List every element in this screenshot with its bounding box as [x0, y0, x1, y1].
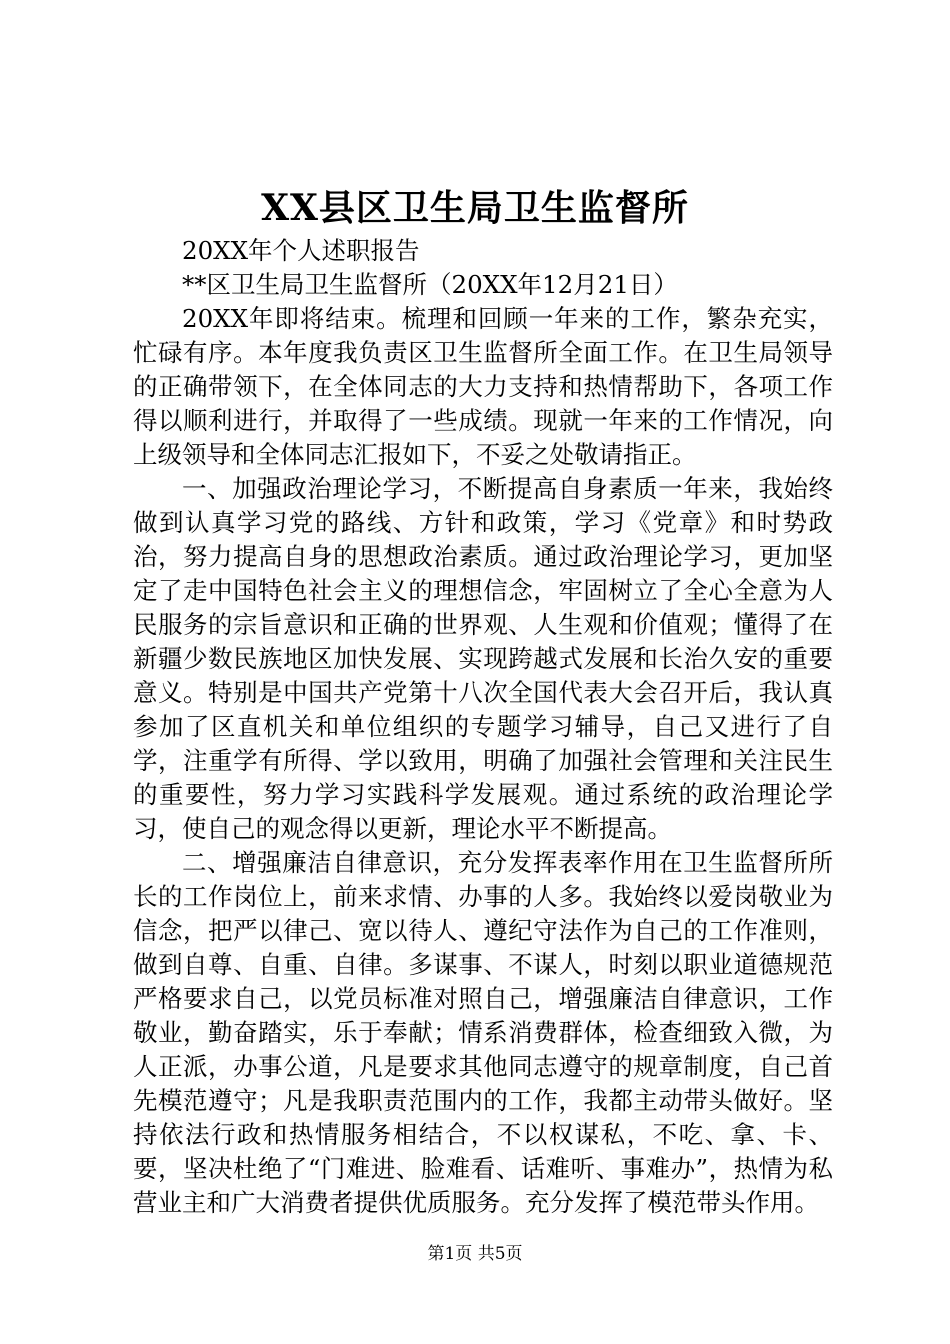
- document-body: [133, 234, 833, 1220]
- paragraph-section-2: 二、增强廉洁自律意识，充分发挥表率作用在卫生监督所所长的工作岗位上，前来求情、办事的人多。我始终以爱岗敬业为信念，把严以律己、宽以待人、遵纪守法作为自己的工作准则，做到自尊、自重、自律。多谋事、不谋人，时刻以职业道德规范严格要求自己，以党员标准对照自己，增强廉洁自律意识，工作敬业，勤奋踏实，乐于奉献；情系消费群体，检查细致入微，为人正派，办事公道，凡是要求其他同志遵守的规章制度，自己首先模范遵守；凡是我职责范围内的工作，我都主动带头做好。坚持依法行政和热情服务相结合，不以权谋私，不吃、拿、卡、要，坚决杜绝了“门难进、脸难看、话难听、事难办”，热情为私营业主和广大消费者提供优质服务。充分发挥了模范带头作用。: [133, 848, 833, 1217]
- report-subtitle: 20XX年个人述职报告: [182, 236, 420, 265]
- report-org-line: **区卫生局卫生监督所（20XX年12月21日）: [182, 270, 678, 299]
- paragraph-section-1: 一、加强政治理论学习，不断提高自身素质一年来，我始终做到认真学习党的路线、方针和政策，学习《党章》和时势政治，努力提高自身的思想政治素质。通过政治理论学习，更加坚定了走中国特色社会主义的理想信念，牢固树立了全心全意为人民服务的宗旨意识和正确的世界观、人生观和价值观；懂得了在新疆少数民族地区加快发展、实现跨越式发展和长治久安的重要意义。特别是中国共产党第十八次全国代表大会召开后，我认真参加了区直机关和单位组织的专题学习辅导，自己又进行了自学，注重学有所得、学以致用，明确了加强社会管理和关注民生的重要性，努力学习实践科学发展观。通过系统的政治理论学习，使自己的观念得以更新，理论水平不断提高。: [133, 474, 833, 843]
- paragraph-intro: 20XX年即将结束。梳理和回顾一年来的工作，繁杂充实，忙碌有序。本年度我负责区卫生监督所全面工作。在卫生局领导的正确带领下，在全体同志的大力支持和热情帮助下，各项工作得以顺利进行，并取得了一些成绩。现就一年来的工作情况，向上级领导和全体同志汇报如下，不妥之处敬请指正。: [133, 304, 833, 469]
- page-number-footer: 第1页 共5页: [427, 1244, 523, 1264]
- document-title: XX县区卫生局卫生监督所: [261, 187, 689, 229]
